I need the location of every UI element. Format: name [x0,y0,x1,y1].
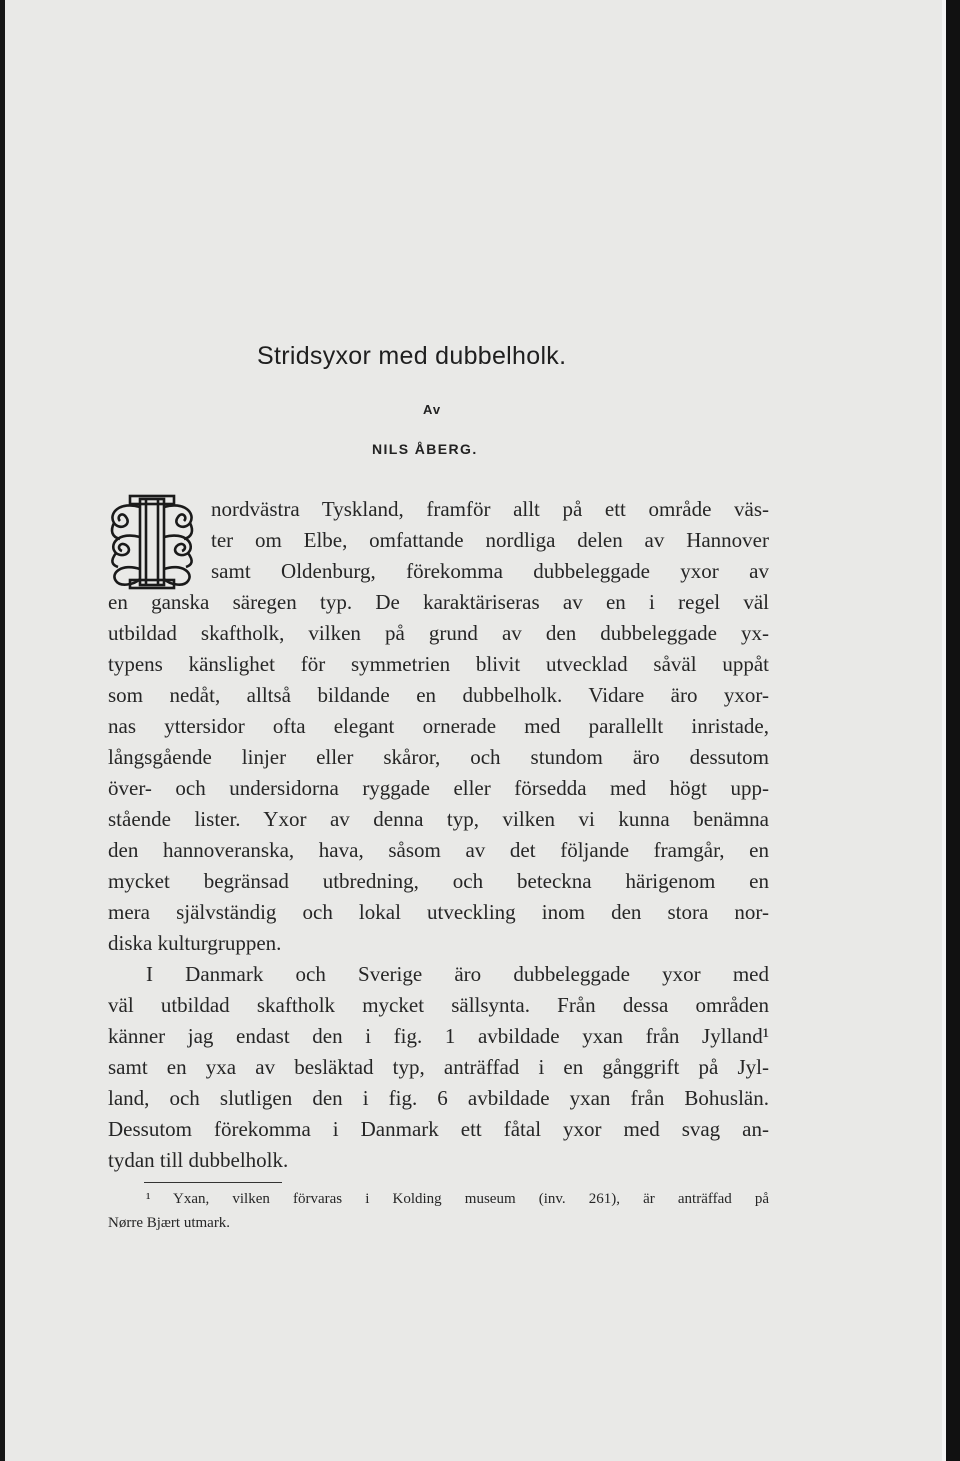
paragraph-1-line-6: typens känslighet för symmetrien blivit utvecklad såväl uppåt [108,652,769,676]
paragraph-1-line-7: som nedåt, alltså bildande en dubbelholk. Vidare äro yxor- [108,683,769,707]
paragraph-2-line-2: väl utbildad skaftholk mycket sällsynta. Från dessa områden [108,993,769,1017]
footnote-line-1: ¹ Yxan, vilken förvaras i Kolding museum (inv. 261), är anträffad på [146,1191,769,1207]
paragraph-2-line-6: Dessutom förekomma i Danmark ett fåtal yxor med svag an- [108,1117,769,1141]
paragraph-1-line-14: mera självständig och lokal utveckling inom den stora nor- [108,900,769,924]
paragraph-1-line-10: över- och undersidorna ryggade eller försedda med högt upp- [108,776,769,800]
paragraph-1-line-12: den hannoveranska, hava, såsom av det följande framgår, en [108,838,769,862]
scan-edge-left [0,0,5,1461]
paragraph-1-line-4: en ganska säregen typ. De karaktäriseras av en i regel väl [108,590,769,614]
paragraph-1-line-8: nas yttersidor ofta elegant ornerade med parallellt inristade, [108,714,769,738]
paragraph-2-line-3: känner jag endast den i fig. 1 avbildade yxan från Jylland¹ [108,1024,769,1048]
paragraph-1-line-5: utbildad skaftholk, vilken på grund av den dubbeleggade yx- [108,621,769,645]
paragraph-1-line-1: nordvästra Tyskland, framför allt på ett område väs- [211,497,769,521]
paragraph-1-line-15: diska kulturgruppen. [108,931,282,955]
paragraph-1-line-13: mycket begränsad utbredning, och beteckna härigenom en [108,869,769,893]
paragraph-1-line-11: stående lister. Yxor av denna typ, vilken vi kunna benämna [108,807,769,831]
scan-edge-right [946,0,960,1461]
paragraph-1-line-2: ter om Elbe, omfattande nordliga delen av Hannover [211,528,769,552]
paragraph-1-line-3: samt Oldenburg, förekomma dubbeleggade yxor av [211,559,769,583]
paragraph-2-line-7: tydan till dubbelholk. [108,1148,289,1172]
paragraph-2-line-1: I Danmark och Sverige äro dubbeleggade yxor med [146,962,769,986]
paragraph-2-line-5: land, och slutligen den i fig. 6 avbildade yxan från Bohuslän. [108,1086,769,1110]
author-name: NILS ÅBERG. [372,441,478,457]
footnote-line-2: Nørre Bjært utmark. [108,1215,231,1231]
paragraph-1-line-9: långsgående linjer eller skåror, och stundom äro dessutom [108,745,769,769]
author-prefix: Av [423,402,442,417]
footnote-rule [144,1182,282,1183]
ornamental-initial [106,493,198,591]
article-title: Stridsyxor med dubbelholk. [257,342,567,370]
paragraph-2-line-4: samt en yxa av besläktad typ, anträffad i en gånggrift på Jyl- [108,1055,769,1079]
